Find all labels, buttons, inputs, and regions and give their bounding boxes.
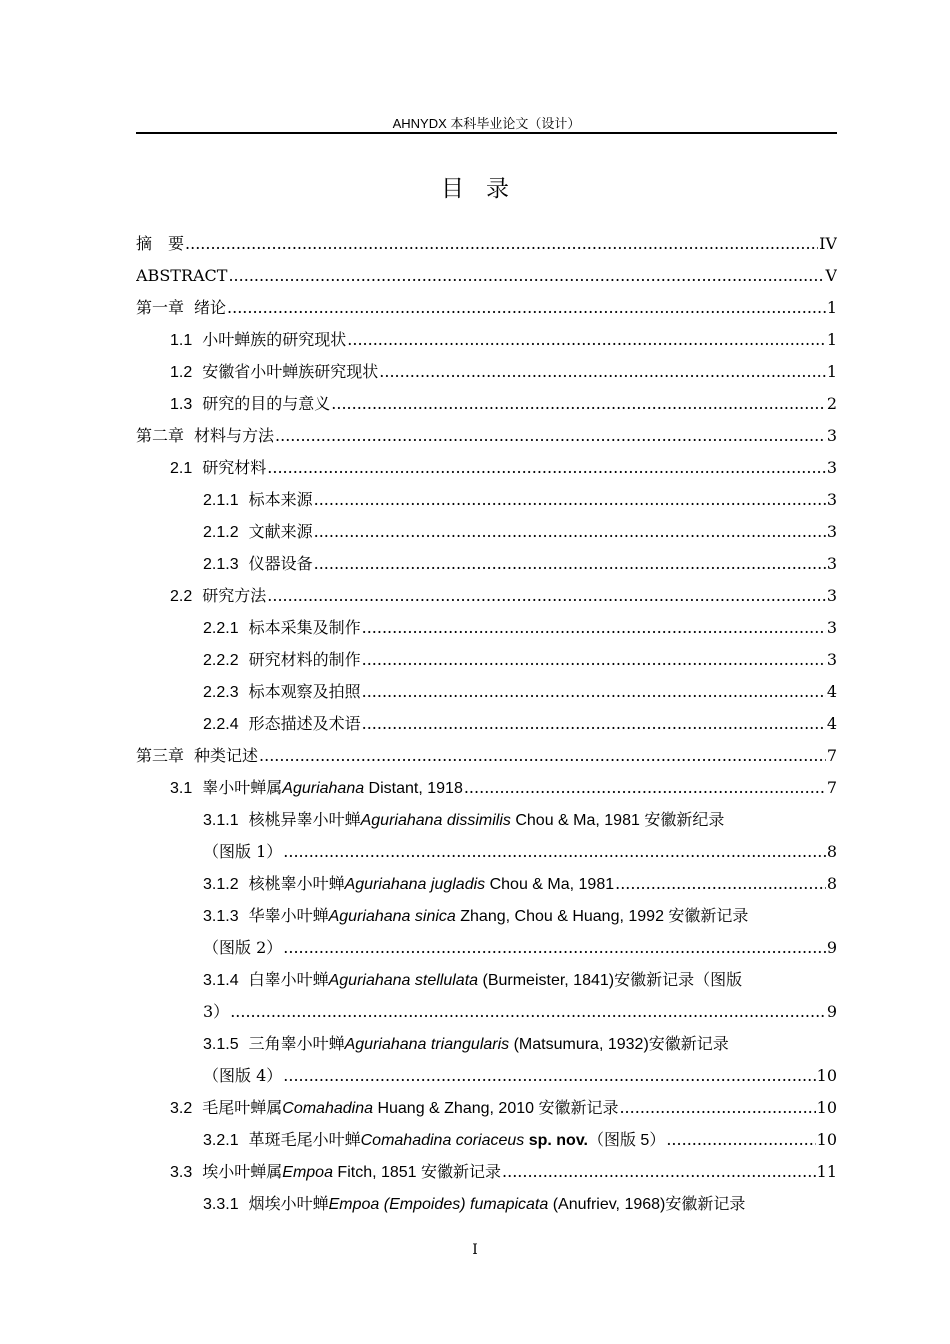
toc-entry-text: 研究的目的与意义 xyxy=(202,394,331,413)
toc-entry-text: 形态描述及术语 xyxy=(248,714,361,733)
toc-entry-number: 2.1.3 xyxy=(203,556,239,573)
toc-entry-abstract-cn[interactable] xyxy=(136,228,837,260)
taxon-authority: Huang & Zhang, 2010 安徽新记录 xyxy=(373,1100,619,1117)
toc-entry-page: 7 xyxy=(826,746,837,765)
toc-entry-number: 1.1 xyxy=(170,332,193,349)
toc-entry-3-1-5-cont[interactable] xyxy=(136,1060,837,1092)
toc-entry-number: 1.2 xyxy=(170,364,193,381)
toc-entry-text-continued: （图版 2） xyxy=(203,938,283,957)
toc-entry-1-2[interactable] xyxy=(136,356,837,388)
toc-entry-text: 毛尾叶蝉属 xyxy=(202,1098,283,1117)
toc-entry-3-1-4-cont[interactable] xyxy=(136,996,837,1028)
toc-entry-number: 3.1.1 xyxy=(203,812,239,829)
toc-entry-3-3-1[interactable] xyxy=(136,1188,837,1220)
toc-entry-1-1[interactable] xyxy=(136,324,837,356)
toc-entry-page: 8 xyxy=(826,842,837,861)
taxon-name: Aguriahana jugladis xyxy=(344,876,486,893)
toc-entry-text: 绪论 xyxy=(194,298,227,317)
toc-entry-3-1[interactable] xyxy=(136,772,837,804)
toc-entry-page: 3 xyxy=(826,618,837,637)
toc-entry-number: 第二章 xyxy=(136,426,185,445)
toc-entry-page: 10 xyxy=(816,1066,837,1085)
toc-entry-number: 第三章 xyxy=(136,746,185,765)
taxon-name: Aguriahana stellulata xyxy=(328,972,479,989)
toc-entry-text: 核桃睾小叶蝉 xyxy=(248,874,345,893)
toc-entry-3-1-3[interactable] xyxy=(136,900,837,932)
plate-reference: （图版 5） xyxy=(587,1132,666,1149)
toc-entry-text: 小叶蝉族的研究现状 xyxy=(202,330,347,349)
toc-entry-number: 3.3.1 xyxy=(203,1196,239,1213)
toc-entry-text: 标本采集及制作 xyxy=(248,618,361,637)
toc-entry-page: 7 xyxy=(826,778,837,797)
toc-entry-page: 1 xyxy=(826,330,837,349)
taxon-authority: Fitch, 1851 安徽新记录 xyxy=(332,1164,502,1181)
toc-entry-chapter-2[interactable] xyxy=(136,420,837,452)
toc-entry-number: 3.1.2 xyxy=(203,876,239,893)
toc-entry-page: IV xyxy=(819,234,837,253)
taxon-authority: (Anufriev, 1968)安徽新记录 xyxy=(548,1196,746,1213)
toc-entry-text: 研究方法 xyxy=(202,586,267,605)
toc-entry-text: 核桃异睾小叶蝉 xyxy=(248,810,361,829)
toc-entry-text: 烟埃小叶蝉 xyxy=(248,1194,329,1213)
toc-entry-3-1-1-cont[interactable] xyxy=(136,836,837,868)
toc-entry-2-1-1[interactable] xyxy=(136,484,837,516)
taxon-name: Aguriahana sinica xyxy=(328,908,456,925)
toc-entry-page: 4 xyxy=(826,682,837,701)
toc-entry-3-1-1[interactable] xyxy=(136,804,837,836)
toc-entry-text: 摘 要 xyxy=(136,234,185,253)
toc-entry-number: 3.3 xyxy=(170,1164,193,1181)
toc-entry-text-continued: （图版 4） xyxy=(203,1066,283,1085)
toc-entry-2-2-2[interactable] xyxy=(136,644,837,676)
toc-entry-2-2-4[interactable] xyxy=(136,708,837,740)
toc-entry-abstract-en[interactable] xyxy=(136,260,837,292)
toc-entry-page: 3 xyxy=(826,650,837,669)
toc-entry-page: 2 xyxy=(826,394,837,413)
toc-entry-number: 3.1.4 xyxy=(203,972,239,989)
toc-entry-number: 3.2.1 xyxy=(203,1132,239,1149)
header-rule xyxy=(136,132,837,134)
toc-entry-number: 1.3 xyxy=(170,396,193,413)
toc-entry-text: 睾小叶蝉属 xyxy=(202,778,283,797)
running-header: AHNYDX 本科毕业论文（设计） xyxy=(392,116,581,131)
toc-entry-2-1-3[interactable] xyxy=(136,548,837,580)
toc-entry-number: 2.2.3 xyxy=(203,684,239,701)
taxon-authority: (Burmeister, 1841)安徽新记录（图版 xyxy=(478,972,743,989)
toc-entry-page: 3 xyxy=(826,522,837,541)
toc-entry-page: 3 xyxy=(826,586,837,605)
toc-entry-text: 标本来源 xyxy=(248,490,313,509)
taxon-name: Empoa (Empoides) fumapicata xyxy=(328,1196,549,1213)
toc-entry-page: 10 xyxy=(816,1098,837,1117)
toc-entry-text: 标本观察及拍照 xyxy=(248,682,361,701)
toc-entry-page: 10 xyxy=(816,1130,837,1149)
toc-entry-text: 华睾小叶蝉 xyxy=(248,906,329,925)
toc-entry-text: 安徽省小叶蝉族研究现状 xyxy=(202,362,379,381)
toc-entry-3-1-2[interactable] xyxy=(136,868,837,900)
toc-entry-page: 3 xyxy=(826,426,837,445)
taxon-name: Aguriahana dissimilis xyxy=(360,812,511,829)
toc-entry-2-2-3[interactable] xyxy=(136,676,837,708)
taxon-authority: Distant, 1918 xyxy=(364,780,463,797)
toc-entry-text: 文献来源 xyxy=(248,522,313,541)
toc-entry-number: 3.1.5 xyxy=(203,1036,239,1053)
toc-entry-page: 9 xyxy=(826,1002,837,1021)
toc-entry-page: 3 xyxy=(826,490,837,509)
page-title: 目录 xyxy=(441,176,531,202)
toc-entry-2-2-1[interactable] xyxy=(136,612,837,644)
taxon-authority: Chou & Ma, 1981 安徽新纪录 xyxy=(510,812,725,829)
toc-entry-text: 白睾小叶蝉 xyxy=(248,970,329,989)
toc-entry-chapter-3[interactable] xyxy=(136,740,837,772)
new-species-mark: sp. nov. xyxy=(524,1132,588,1149)
toc-entry-number: 3.1.3 xyxy=(203,908,239,925)
toc-entry-text: 三角睾小叶蝉 xyxy=(248,1034,345,1053)
toc-entry-page: 4 xyxy=(826,714,837,733)
toc-entry-2-1-2[interactable] xyxy=(136,516,837,548)
toc-entry-number: 第一章 xyxy=(136,298,185,317)
toc-entry-text: 革斑毛尾小叶蝉 xyxy=(248,1130,361,1149)
toc-entry-text: 材料与方法 xyxy=(194,426,275,445)
taxon-name: Comahadina coriaceus xyxy=(360,1132,525,1149)
toc-entry-3-3[interactable] xyxy=(136,1156,837,1188)
toc-entry-text-continued: 3） xyxy=(203,1002,230,1021)
toc-entry-number: 2.2.1 xyxy=(203,620,239,637)
toc-entry-3-2-1[interactable] xyxy=(136,1124,837,1156)
taxon-authority: Chou & Ma, 1981 xyxy=(485,876,615,893)
toc-entry-number: 3.1 xyxy=(170,780,193,797)
toc-entry-page: 11 xyxy=(816,1162,837,1181)
toc-entry-number: 2.1.1 xyxy=(203,492,239,509)
taxon-name: Aguriahana triangularis xyxy=(344,1036,510,1053)
toc-entry-number: 2.1 xyxy=(170,460,193,477)
table-of-contents xyxy=(136,228,837,1220)
toc-entry-2-2[interactable] xyxy=(136,580,837,612)
toc-entry-chapter-1[interactable] xyxy=(136,292,837,324)
toc-entry-1-3[interactable] xyxy=(136,388,837,420)
toc-entry-3-1-3-cont[interactable] xyxy=(136,932,837,964)
toc-entry-page: V xyxy=(825,266,837,285)
taxon-name: Empoa xyxy=(282,1164,333,1181)
toc-entry-text: 研究材料 xyxy=(202,458,267,477)
toc-entry-text: 仪器设备 xyxy=(248,554,313,573)
toc-entry-number: 2.2.2 xyxy=(203,652,239,669)
page-number: I xyxy=(472,1242,478,1258)
toc-entry-number: 2.1.2 xyxy=(203,524,239,541)
taxon-name: Comahadina xyxy=(282,1100,373,1117)
toc-entry-page: 3 xyxy=(826,458,837,477)
taxon-name: Aguriahana xyxy=(282,780,365,797)
toc-entry-page: 3 xyxy=(826,554,837,573)
taxon-authority: Zhang, Chou & Huang, 1992 安徽新记录 xyxy=(455,908,749,925)
toc-entry-number: 2.2.4 xyxy=(203,716,239,733)
toc-entry-number: 2.2 xyxy=(170,588,193,605)
toc-entry-text: 种类记述 xyxy=(194,746,259,765)
toc-entry-page: 1 xyxy=(826,362,837,381)
toc-entry-2-1[interactable] xyxy=(136,452,837,484)
toc-entry-3-1-4[interactable] xyxy=(136,964,837,996)
toc-entry-text: 埃小叶蝉属 xyxy=(202,1162,283,1181)
toc-entry-page: 8 xyxy=(826,874,837,893)
toc-entry-3-2[interactable] xyxy=(136,1092,837,1124)
toc-entry-3-1-5[interactable] xyxy=(136,1028,837,1060)
toc-entry-text-continued: （图版 1） xyxy=(203,842,283,861)
toc-entry-number: 3.2 xyxy=(170,1100,193,1117)
toc-entry-text: ABSTRACT xyxy=(136,266,228,285)
toc-entry-page: 1 xyxy=(826,298,837,317)
taxon-authority: (Matsumura, 1932)安徽新记录 xyxy=(509,1036,729,1053)
toc-entry-page: 9 xyxy=(826,938,837,957)
toc-entry-text: 研究材料的制作 xyxy=(248,650,361,669)
